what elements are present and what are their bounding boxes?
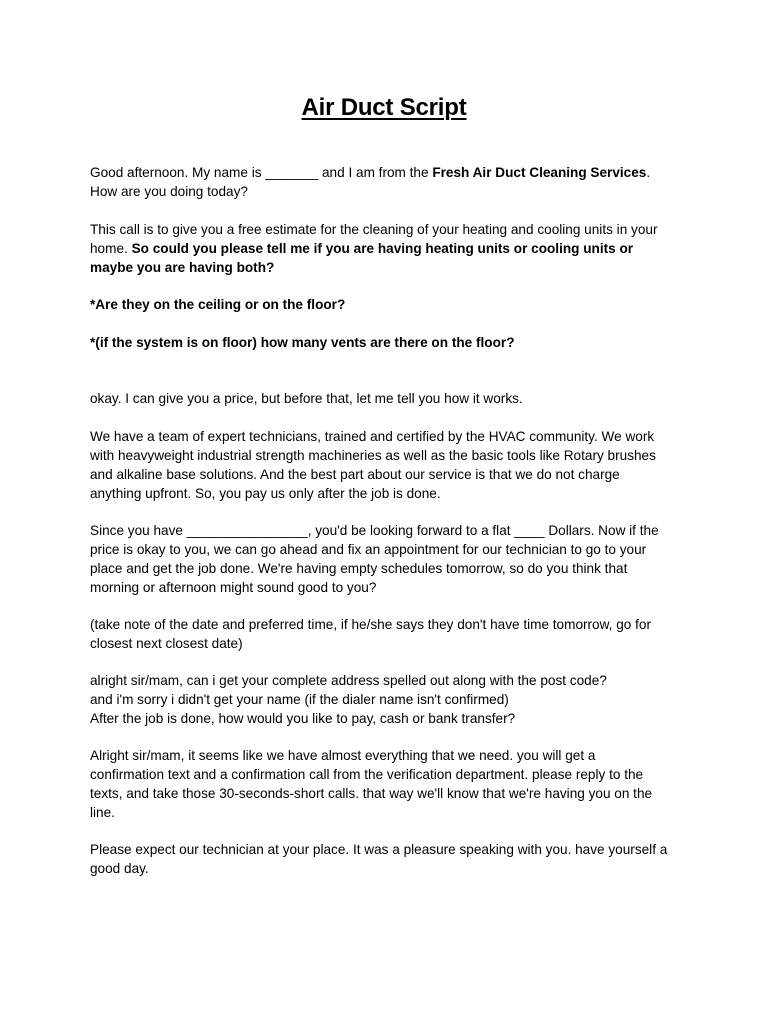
paragraph-line: place and get the job done. We're having empty schedules tomorrow, so do you think that: [90, 561, 628, 576]
paragraph-line: anything upfront. So, you pay us only after the job is done.: [90, 486, 441, 501]
paragraph-line: and i'm sorry i didn't get your name (if the dialer name isn't confirmed): [90, 692, 509, 707]
estimate-paragraph: [90, 220, 682, 277]
address-paragraph: [90, 671, 682, 728]
paragraph-line: confirmation text and a confirmation call from the verification department. please reply to the: [90, 767, 644, 782]
paragraph-line: closest next closest date): [90, 636, 243, 651]
text-run: .: [646, 165, 651, 180]
paragraph-line: alright sir/mam, can i get your complete address spelled out along with the post code?: [90, 673, 607, 688]
paragraph-line: maybe you are having both?: [90, 260, 275, 275]
text-run: home.: [90, 241, 132, 256]
pricing-paragraph: [90, 521, 682, 597]
ceiling-floor-question: *Are they on the ceiling or on the floor?: [90, 297, 346, 312]
greeting-paragraph: [90, 163, 682, 201]
paragraph-line: texts, and take those 30-seconds-short calls. that way we'll know that we're having you on the: [90, 786, 653, 801]
paragraph-line: Alright sir/mam, it seems like we have almost everything that we need. you will get a: [90, 748, 596, 763]
paragraph-line: price is okay to you, we can go ahead and fix an appointment for our technician to go to your: [90, 542, 647, 557]
paragraph-line: and alkaline base solutions. And the best part about our service is that we do not charge: [90, 467, 620, 482]
company-name: Fresh Air Duct Cleaning Services: [432, 165, 647, 180]
paragraph-line: morning or afternoon might sound good to you?: [90, 580, 377, 595]
paragraph-line: After the job is done, how would you like to pay, cash or bank transfer?: [90, 711, 516, 726]
price-intro-paragraph: okay. I can give you a price, but before that, let me tell you how it works.: [90, 391, 523, 406]
note-paragraph: [90, 615, 682, 653]
paragraph-line: [90, 163, 682, 182]
paragraph-line: Since you have ________________, you'd be looking forward to a flat ____ Dollars. Now if the: [90, 523, 659, 538]
paragraph-line: We have a team of expert technicians, trained and certified by the HVAC community. We work: [90, 429, 655, 444]
confirmation-paragraph: [90, 746, 682, 822]
text-run: Good afternoon. My name is _______ and I am from the: [90, 165, 433, 180]
paragraph-line: How are you doing today?: [90, 184, 248, 199]
paragraph-line: with heavyweight industrial strength machineries as well as the basic tools like Rotary brushes: [90, 448, 656, 463]
paragraph-line: This call is to give you a free estimate for the cleaning of your heating and cooling units in your: [90, 222, 658, 237]
team-paragraph: [90, 427, 682, 503]
paragraph-line: [90, 239, 682, 258]
paragraph-line: (take note of the date and preferred time, if he/she says they don't have time tomorrow, go for: [90, 617, 652, 632]
vents-question: *(if the system is on floor) how many vents are there on the floor?: [90, 335, 515, 350]
paragraph-line: line.: [90, 805, 115, 820]
paragraph-line: Please expect our technician at your place. It was a pleasure speaking with you. have yourself a: [90, 842, 668, 857]
bold-question: So could you please tell me if you are having heating units or cooling units or: [131, 241, 634, 256]
document-title: Air Duct Script: [301, 94, 467, 121]
paragraph-line: good day.: [90, 861, 149, 876]
closing-paragraph: [90, 840, 682, 878]
